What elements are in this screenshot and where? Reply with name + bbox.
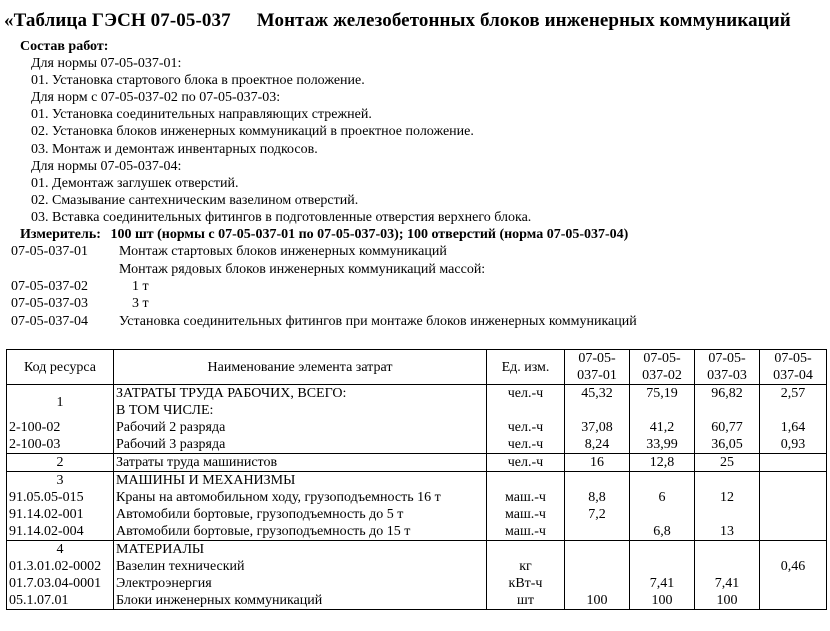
row-unit: кг <box>487 558 565 575</box>
row-value <box>630 558 695 575</box>
row-unit: маш.-ч <box>487 489 565 506</box>
row-value <box>760 575 827 592</box>
norm-text: Установка соединительных фитингов при монтаже блоков инженерных коммуникаций <box>119 314 637 329</box>
row-code: 2-100-03 <box>7 436 114 454</box>
table-label: «Таблица ГЭСН 07-05-037 <box>4 10 231 31</box>
row-unit: шт <box>487 592 565 610</box>
row-value: 6 <box>630 489 695 506</box>
header-norm-1: 07-05- 037-01 <box>565 350 630 385</box>
table-row <box>7 506 827 523</box>
row-unit: чел.-ч <box>487 436 565 454</box>
header-code: Код ресурса <box>7 350 114 385</box>
composition-line: 01. Демонтаж заглушек отверстий. <box>31 176 239 191</box>
meter-label: Измеритель: <box>20 227 101 242</box>
meter-line <box>20 226 628 243</box>
row-name: МАТЕРИАЛЫ <box>114 541 487 559</box>
row-value <box>565 523 630 541</box>
row-value <box>565 575 630 592</box>
composition-line: 02. Смазывание сантехническим вазелином отверстий. <box>31 193 359 208</box>
row-value: 0,93 <box>760 436 827 454</box>
row-name: В ТОМ ЧИСЛЕ: <box>114 402 487 419</box>
row-value: 0,46 <box>760 558 827 575</box>
row-value: 1,64 <box>760 419 827 436</box>
row-value: 41,2 <box>630 419 695 436</box>
row-code: 2-100-02 <box>7 419 114 436</box>
row-value: 6,8 <box>630 523 695 541</box>
row-value: 7,41 <box>630 575 695 592</box>
row-value: 100 <box>565 592 630 610</box>
row-value: 45,32 <box>565 385 630 403</box>
row-value <box>760 489 827 506</box>
row-code: 05.1.07.01 <box>7 592 114 610</box>
row-name: Электроэнергия <box>114 575 487 592</box>
row-value: 13 <box>695 523 760 541</box>
row-value: 12,8 <box>630 454 695 472</box>
table-header-row <box>7 350 827 385</box>
row-value: 100 <box>695 592 760 610</box>
row-value: 12 <box>695 489 760 506</box>
row-value: 36,05 <box>695 436 760 454</box>
row-value <box>695 558 760 575</box>
row-value: 100 <box>630 592 695 610</box>
header-norm-3: 07-05- 037-03 <box>695 350 760 385</box>
row-value <box>630 506 695 523</box>
row-unit: чел.-ч <box>487 419 565 436</box>
row-code: 2 <box>7 454 114 472</box>
row-name: Автомобили бортовые, грузоподъемность до 5 т <box>114 506 487 523</box>
row-code: 1 <box>7 385 114 420</box>
header-unit: Ед. изм. <box>487 350 565 385</box>
row-name: Краны на автомобильном ходу, грузоподъемность 16 т <box>114 489 487 506</box>
table-row <box>7 489 827 506</box>
row-unit: кВт-ч <box>487 575 565 592</box>
norm-code: 07-05-037-04 <box>11 314 88 329</box>
composition-heading: Состав работ: <box>20 39 109 54</box>
meter-value: 100 шт (нормы с 07-05-037-01 по 07-05-037-03); 100 отверстий (норма 07-05-037-04) <box>110 227 629 242</box>
table-row <box>7 385 827 403</box>
header-norm-2: 07-05- 037-02 <box>630 350 695 385</box>
row-unit: маш.-ч <box>487 523 565 541</box>
row-value <box>760 454 827 472</box>
composition-line: Для нормы 07-05-037-01: <box>31 56 182 71</box>
norm-text: 1 т <box>132 279 149 294</box>
row-code: 91.05.05-015 <box>7 489 114 506</box>
page-title <box>4 10 791 32</box>
row-name: Рабочий 2 разряда <box>114 419 487 436</box>
row-value: 7,2 <box>565 506 630 523</box>
composition-line: 03. Вставка соединительных фитингов в подготовленные отверстия верхнего блока. <box>31 210 532 225</box>
composition-line: Для нормы 07-05-037-04: <box>31 159 182 174</box>
composition-line: 01. Установка стартового блока в проектное положение. <box>31 73 365 88</box>
row-value: 33,99 <box>630 436 695 454</box>
resource-table <box>6 349 827 610</box>
norm-text: 3 т <box>132 296 149 311</box>
composition-line: 02. Установка блоков инженерных коммуникаций в проектное положение. <box>31 124 474 139</box>
row-value <box>760 523 827 541</box>
table-row <box>7 558 827 575</box>
table-row <box>7 454 827 472</box>
row-name: ЗАТРАТЫ ТРУДА РАБОЧИХ, ВСЕГО: <box>114 385 487 403</box>
row-value: 75,19 <box>630 385 695 403</box>
row-unit: чел.-ч <box>487 385 565 403</box>
row-code: 91.14.02-001 <box>7 506 114 523</box>
table-title: Монтаж железобетонных блоков инженерных коммуникаций <box>256 10 791 31</box>
table-row <box>7 419 827 436</box>
row-value: 2,57 <box>760 385 827 403</box>
norm-code: 07-05-037-01 <box>11 244 88 259</box>
row-code: 01.3.01.02-0002 <box>7 558 114 575</box>
norm-group-text: Монтаж рядовых блоков инженерных коммуникаций массой: <box>119 262 486 277</box>
header-norm-4: 07-05- 037-04 <box>760 350 827 385</box>
row-name: Автомобили бортовые, грузоподъемность до 15 т <box>114 523 487 541</box>
table-row <box>7 541 827 559</box>
table-row <box>7 592 827 610</box>
table-row <box>7 402 827 419</box>
row-value <box>760 592 827 610</box>
table-row <box>7 523 827 541</box>
composition-line: Для норм с 07-05-037-02 по 07-05-037-03: <box>31 90 281 105</box>
row-value: 8,24 <box>565 436 630 454</box>
row-value: 60,77 <box>695 419 760 436</box>
row-name: Затраты труда машинистов <box>114 454 487 472</box>
row-value: 25 <box>695 454 760 472</box>
row-value: 8,8 <box>565 489 630 506</box>
table-row <box>7 575 827 592</box>
row-name: Рабочий 3 разряда <box>114 436 487 454</box>
norm-code: 07-05-037-02 <box>11 279 88 294</box>
composition-line: 01. Установка соединительных направляющих стрежней. <box>31 107 372 122</box>
table-row <box>7 472 827 490</box>
row-unit: чел.-ч <box>487 454 565 472</box>
row-name: МАШИНЫ И МЕХАНИЗМЫ <box>114 472 487 490</box>
row-name: Блоки инженерных коммуникаций <box>114 592 487 610</box>
composition-line: 03. Монтаж и демонтаж инвентарных подкосов. <box>31 142 318 157</box>
norm-text: Монтаж стартовых блоков инженерных коммуникаций <box>119 244 447 259</box>
row-unit: маш.-ч <box>487 506 565 523</box>
row-value <box>565 558 630 575</box>
row-value <box>695 506 760 523</box>
norm-code: 07-05-037-03 <box>11 296 88 311</box>
row-name: Вазелин технический <box>114 558 487 575</box>
header-name: Наименование элемента затрат <box>114 350 487 385</box>
row-value: 7,41 <box>695 575 760 592</box>
row-value: 96,82 <box>695 385 760 403</box>
row-code: 01.7.03.04-0001 <box>7 575 114 592</box>
row-code: 3 <box>7 472 114 490</box>
row-code: 91.14.02-004 <box>7 523 114 541</box>
row-value: 37,08 <box>565 419 630 436</box>
table-row <box>7 436 827 454</box>
row-value: 16 <box>565 454 630 472</box>
row-value <box>760 506 827 523</box>
row-code: 4 <box>7 541 114 559</box>
